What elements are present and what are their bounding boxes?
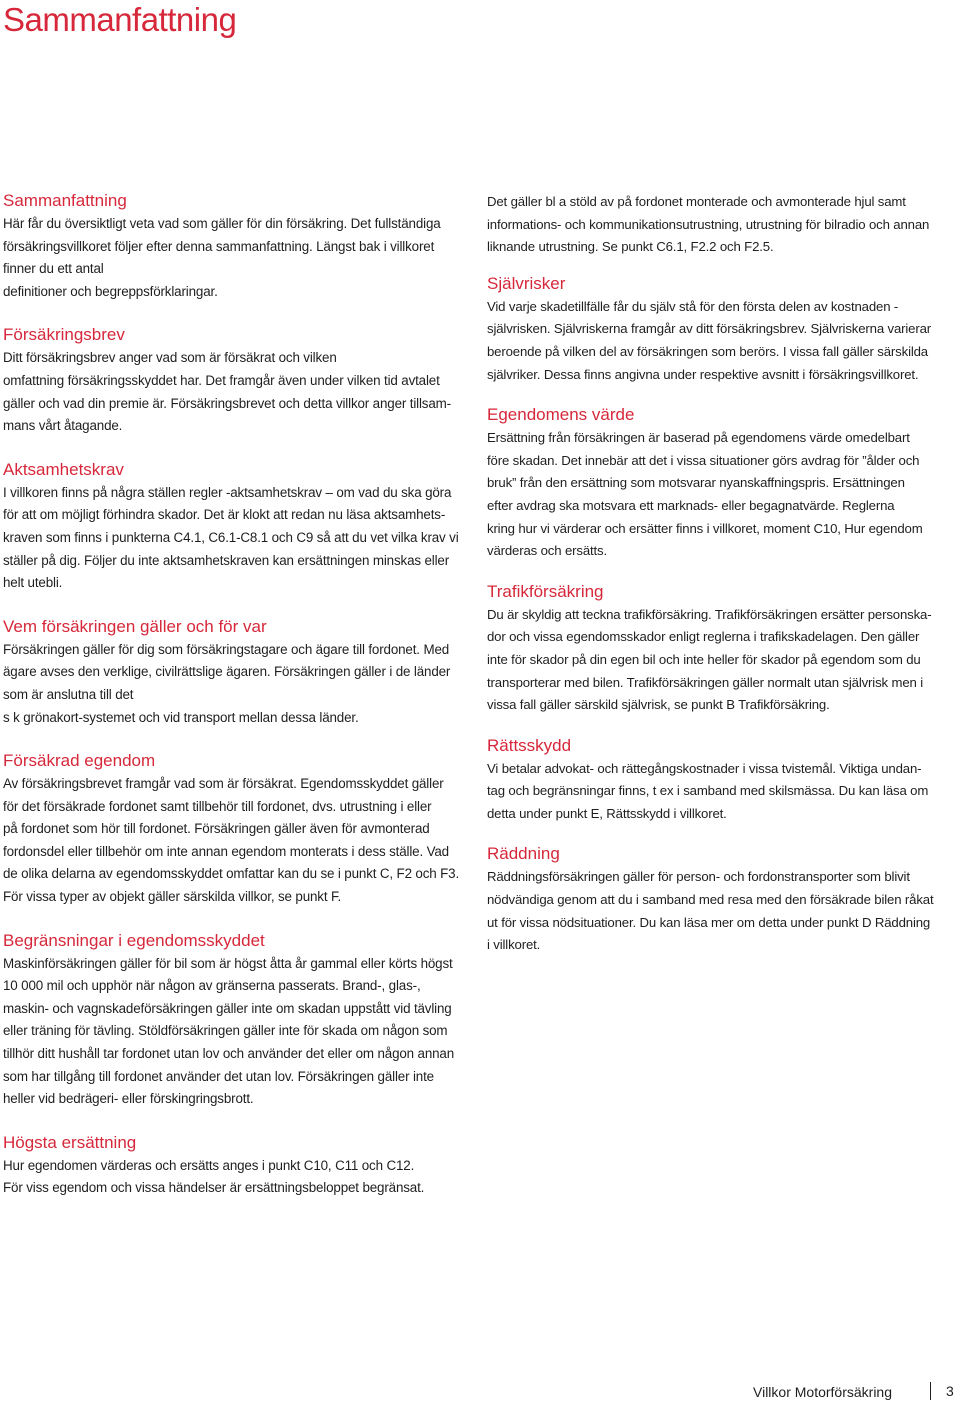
body-text-line: fordonsdel eller tillbehör om inte annan egendom monterats i dess ställe. Vad: [3, 843, 449, 859]
body-text-line: som är anslutna till det: [3, 686, 134, 702]
body-text-line: Här får du översiktligt veta vad som gäller för din försäkring. Det fullständiga: [3, 216, 441, 231]
body-text-line: självrisken. Självriskerna framgår av ditt försäkringsbrev. Självriskerna varierar: [487, 321, 932, 337]
section-hogsta-ersattning: [3, 1132, 465, 1200]
section-heading: Försäkringsbrev: [3, 325, 125, 345]
body-text-line: Försäkringen gäller för dig som försäkringstagare och ägare till fordonet. Med: [3, 641, 450, 657]
body-text-line: för det försäkrade fordonet samt tillbehör till fordonet, dvs. utrustning i eller: [3, 798, 432, 814]
body-text-line: som har tillgång till fordonet använder det utan lov. Försäkringen gäller inte: [3, 1068, 434, 1084]
body-text-line: i villkoret.: [487, 937, 541, 953]
body-text-line: informations- och kommunikationsutrustning, utrustning för bilradio och annan: [487, 216, 930, 232]
body-text-line: bruk” från den ersättning som motsvarar nyanskaffningspris. Ersättningen: [487, 475, 905, 491]
body-text-line: efter avdrag ska motsvara ett marknads- eller begagnatvärde. Reglerna: [487, 497, 895, 513]
body-text-line: vissa fall gäller särskild självrisk, se punkt B Trafikförsäkring.: [487, 697, 830, 713]
section-forsakringsbrev: [3, 324, 465, 437]
body-text-line: heller vid bedrägeri- eller förskingringsbrott.: [3, 1091, 254, 1107]
section-begransningar-i-egendomsskyddet: [3, 930, 465, 1111]
body-text-line: mans vårt åtagande.: [3, 418, 123, 434]
body-text-line: helt utebli.: [3, 575, 63, 591]
body-text-line: eller träning för tävling. Stöldförsäkringen gäller inte för skada om någon som: [3, 1023, 448, 1039]
body-text-line: kraven som finns i punkterna C4.1, C6.1-C8.1 och C9 så att du vet vilka krav vi: [3, 529, 459, 545]
body-text-line: Av försäkringsbrevet framgår vad som är försäkrat. Egendomsskyddet gäller: [3, 776, 444, 792]
body-text-line: nödvändiga genom att du i samband med resa med den försäkrade bilen råkat: [487, 892, 934, 908]
body-text-line: dor och vissa egendomsskador enligt reglerna i trafikskadelagen. Den gäller: [487, 629, 920, 645]
body-text-line: omfattning försäkringsskyddet har. Det framgår även under vilken tid avtalet: [3, 372, 440, 388]
section-intro: [487, 191, 947, 259]
section-heading: Räddning: [487, 844, 560, 864]
section-heading: Sammanfattning: [3, 191, 127, 210]
body-text-line: försäkringsvillkoret följer efter denna sammanfattning. Längst bak i villkoret: [3, 238, 435, 254]
body-text-line: självriker. Dessa finns angivna under respektive avsnitt i försäkringsvillkoret.: [487, 366, 919, 382]
section-heading: Försäkrad egendom: [3, 751, 156, 771]
body-text-line: för att om möjligt förhindra skador. Det är klokt att redan nu läsa aktsamhets-: [3, 507, 446, 523]
body-text-line: finner du ett antal: [3, 261, 104, 277]
left-column: [3, 190, 465, 1200]
right-column: [487, 191, 947, 957]
body-text-line: s k grönakort-systemet och vid transport mellan dessa länder.: [3, 709, 359, 725]
body-text-line: 10 000 mil och upphör när någon av gränserna passerats. Brand-, glas-,: [3, 978, 421, 994]
body-text-line: gäller och vad din premie är. Försäkringsbrevet och detta villkor anger tillsam-: [3, 395, 451, 411]
body-text-line: För vissa typer av objekt gäller särskilda villkor, se punkt F.: [3, 889, 342, 905]
section-heading: Aktsamhetskrav: [3, 459, 124, 479]
section-heading: Vem försäkringen gäller och för var: [3, 616, 267, 636]
section-heading: Trafikförsäkring: [487, 581, 604, 601]
body-text-line: beroende på vilken del av försäkringen som berörs. I vissa fall gäller särskilda: [487, 343, 928, 359]
body-text-line: ägare avses den verklige, civilrättslige ägaren. Försäkringen gäller i de länder: [3, 664, 451, 680]
body-text-line: För viss egendom och vissa händelser är ersättningsbeloppet begränsat.: [3, 1180, 425, 1196]
body-text-line: Det gäller bl a stöld av på fordonet monterade och avmonterade hjul samt: [487, 194, 906, 209]
body-text-line: transporterar med bilen. Trafikförsäkringen gäller normalt utan självrisk men i: [487, 674, 923, 690]
body-text-line: definitioner och begreppsförklaringar.: [3, 283, 218, 299]
page-title: Sammanfattning: [3, 1, 237, 38]
section-heading: Självrisker: [487, 273, 566, 293]
body-text-line: Maskinförsäkringen gäller för bil som är högst åtta år gammal eller körts högst: [3, 955, 453, 971]
section-heading: Egendomens värde: [487, 405, 635, 425]
body-text-line: maskin- och vagnskadeförsäkringen gäller inte om skadan uppstått vid tävling: [3, 1000, 452, 1016]
section-forsakrad-egendom: [3, 750, 465, 909]
section-heading: Rättsskydd: [487, 735, 572, 755]
body-text-line: inte för skador på din egen bil och inte heller för skador på egendom som du: [487, 651, 921, 667]
page-number: 3: [946, 1383, 954, 1399]
body-text-line: de olika delarna av egendomsskyddet omfattar kan du se i punkt C, F2 och F3.: [3, 866, 460, 882]
body-text-line: före skadan. Det innebär att det i vissa situationer görs avdrag för ”ålder och: [487, 452, 920, 468]
body-text-line: tillhör ditt hushåll tar fordonet utan lov och använder det eller om någon annan: [3, 1046, 455, 1062]
body-text-line: Ersättning från försäkringen är baserad på egendomens värde omedelbart: [487, 430, 910, 446]
body-text-line: på fordonet som hör till fordonet. Försäkringen gäller även för avmonterad: [3, 821, 430, 837]
section-egendomens-varde: [487, 404, 947, 563]
section-vem-forsakringen-galler-och-for-var: [3, 616, 465, 729]
body-text-line: Vid varje skadetillfälle får du själv stå för den första delen av kostnaden -: [487, 298, 899, 314]
section-rattsskydd: [487, 735, 947, 826]
section-sjalvrisker: [487, 273, 947, 386]
body-text-line: detta under punkt E, Rättsskydd i villkoret.: [487, 805, 727, 821]
body-text-line: värderas och ersätts.: [487, 543, 607, 559]
body-text-line: kring hur vi värderar och ersätter finns i villkoret, moment C10, Hur egendom: [487, 520, 923, 536]
body-text-line: tag och begränsningar finns, t ex i samband med skilsmässa. Du kan läsa om: [487, 783, 929, 799]
body-text-line: ut för vissa nödsituationer. Du kan läsa mer om detta under punkt D Räddning: [487, 914, 931, 930]
body-text-line: I villkoren finns på några ställen regler -aktsamhetskrav – om vad du ska göra: [3, 484, 452, 500]
body-text-line: ställer på dig. Följer du inte aktsamhetskraven kan ersättningen minskas eller: [3, 552, 450, 568]
body-text-line: Vi betalar advokat- och rättegångskostnader i vissa tvistemål. Viktiga undan-: [487, 760, 922, 776]
footer-document-name: Villkor Motorförsäkring: [753, 1384, 893, 1400]
body-text-line: Du är skyldig att teckna trafikförsäkring. Trafikförsäkringen ersätter personska-: [487, 606, 932, 622]
footer-divider: [930, 1382, 931, 1400]
section-sammanfattning: [3, 190, 465, 303]
body-text-line: Räddningsförsäkringen gäller för person- och fordonstransporter som blivit: [487, 869, 910, 885]
body-text-line: liknande utrustning. Se punkt C6.1, F2.2 och F2.5.: [487, 239, 774, 255]
body-text-line: Hur egendomen värderas och ersätts anges i punkt C10, C11 och C12.: [3, 1157, 415, 1173]
section-heading: Begränsningar i egendomsskyddet: [3, 930, 265, 950]
section-aktsamhetskrav: [3, 459, 465, 595]
section-raddning: [487, 843, 947, 956]
section-heading: Högsta ersättning: [3, 1132, 137, 1152]
body-text-line: Ditt försäkringsbrev anger vad som är försäkrat och vilken: [3, 350, 337, 366]
section-trafikforsakring: [487, 581, 947, 717]
